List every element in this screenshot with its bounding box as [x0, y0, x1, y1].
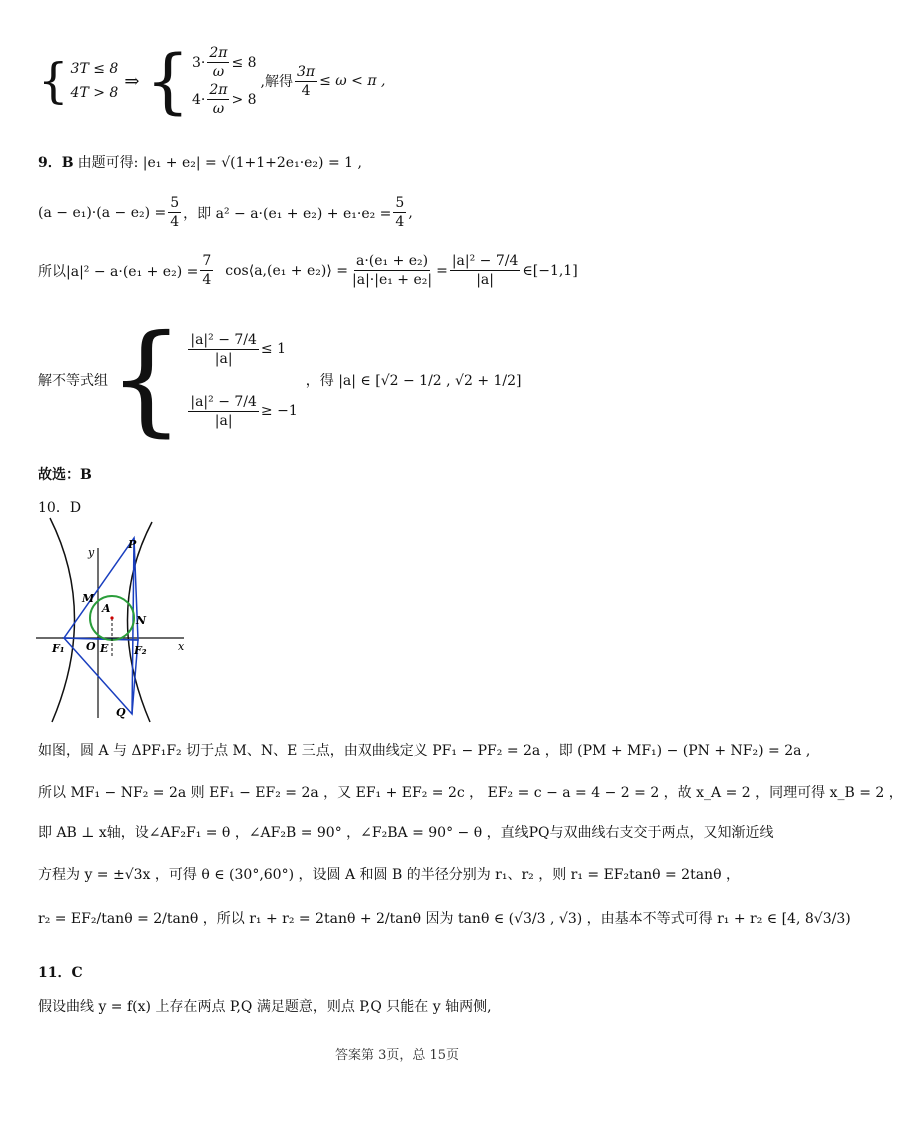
- q11-label: 11．C: [38, 965, 83, 981]
- q10-para2: 所以 MF₁ − NF₂ = 2a 则 EF₁ − EF₂ = 2a ，又 EF₁ + EF₂ = 2c ， EF₂ = c − a = 4 − 2 = 2 ，故 x_A = 2 ，同理可得 x_B = 2 ，: [38, 785, 903, 801]
- fraction-5-4: [168, 194, 181, 231]
- frac-num: |a|² − 7/4: [190, 331, 257, 348]
- frac-den: |a|: [214, 412, 233, 429]
- q9-cos: cos⟨a,(e₁ + e₂)⟩ =: [225, 262, 348, 279]
- coef-4: 4·: [191, 91, 206, 108]
- frac-num: 5: [170, 195, 180, 211]
- q9-solve-label: 解不等式组: [38, 373, 108, 389]
- q11-para1: 假设曲线 y = f(x) 上存在两点 P,Q 满足题意，则点 P,Q 只能在 y 轴两侧,: [38, 999, 492, 1015]
- left-brace: {: [38, 53, 69, 109]
- q9-line1: [38, 152, 362, 172]
- system-block: [38, 40, 386, 122]
- fraction-2pi-omega-2: [207, 81, 229, 118]
- frac-den: |a|: [476, 272, 494, 288]
- frac-num: 2π: [209, 82, 228, 98]
- frac-den: 4: [170, 214, 180, 230]
- label-n: N: [136, 614, 147, 627]
- q9-dot-product: (a − e₁)·(a − e₂) =: [38, 204, 167, 221]
- label-o: O: [86, 640, 96, 653]
- hyperbola-figure: [36, 518, 196, 724]
- q9-line3: 所以|a|² − a·(e₁ + e₂) = $\frac{7}{4}$ cos⟨a,(e₁ + e₂)⟩ = $\frac{\text{a·(e₁ + e₂)}}{\text{|a|·|e₁ + e₂|}}$ = $\frac{\text{|a|² − 7/4}}{|a|}$ ∈[−1,1]: [38, 253, 578, 288]
- frac-num: |a|² − 7/4: [190, 393, 257, 410]
- ineq-stack: [186, 318, 297, 442]
- fraction-5-4-b: [393, 194, 406, 231]
- coef-3: 3·: [191, 54, 206, 71]
- solve-text: ,解得: [260, 74, 293, 90]
- omega-range: ≤ ω < π ,: [319, 73, 386, 89]
- q9-norm-eq: 由题可得: |e₁ + e₂| = √(1+1+2e₁·e₂) = 1 ,: [77, 155, 362, 171]
- q10-para4: 方程为 y = ±√3x ，可得 θ ∈ (30°,60°) ，设圆 A 和圆 B 的半径分别为 r₁、r₂ ，则 r₁ = EF₂tanθ = 2tanθ ，: [38, 867, 740, 883]
- frac-den: ω: [212, 64, 225, 80]
- q10-para5: r₂ = EF₂/tanθ = 2/tanθ ，所以 r₁ + r₂ = 2tanθ + 2/tanθ 因为 tanθ ∈ (√3/3 , √3) ，由基本不等式可得 r₁ + r₂ ∈ [4, 8√3/3): [38, 911, 851, 927]
- q9-therefore: 所以|a|² − a·(e₁ + e₂) =: [38, 263, 199, 280]
- ineq-le-8: ≤ 8: [231, 54, 257, 71]
- frac-den: |a|·|e₁ + e₂|: [352, 272, 433, 288]
- q9-expanded: ，即 a² − a·(e₁ + e₂) + e₁·e₂ =: [183, 205, 392, 222]
- label-x: x: [178, 640, 185, 653]
- label-e: E: [100, 642, 109, 655]
- left-brace-3: {: [108, 310, 185, 449]
- q9-ineq-system: [38, 310, 522, 449]
- page-footer: 答案第 3页，总 15页: [334, 1048, 460, 1063]
- frac-num: 2π: [209, 45, 228, 61]
- label-f2: F₂: [134, 644, 147, 657]
- system-row-2: 4T > 8: [70, 85, 119, 101]
- fraction-ineq-2: [188, 393, 259, 430]
- frac-num: 3π: [297, 63, 316, 80]
- frac-num: 5: [395, 195, 405, 211]
- fraction-7-4: [200, 252, 213, 289]
- point-a: [110, 616, 113, 619]
- frac-num: |a|² − 7/4: [451, 253, 519, 269]
- label-m: M: [82, 592, 95, 605]
- ineq-gt-8: > 8: [231, 91, 257, 108]
- frac-den: 4: [301, 82, 311, 99]
- left-brace-2: {: [145, 40, 190, 122]
- frac-den: |a|: [214, 350, 233, 367]
- q9-answer: 故选：B: [38, 467, 92, 483]
- frac-den: 4: [202, 272, 212, 288]
- q10-para3: 即 AB ⊥ x轴，设∠AF₂F₁ = θ ，∠AF₂B = 90° ，∠F₂BA = 90° − θ ，直线PQ与双曲线右支交于两点，又知渐近线: [38, 825, 774, 841]
- fraction-cos: [350, 252, 434, 289]
- label-p: P: [128, 538, 137, 551]
- frac-den: 4: [395, 214, 405, 230]
- q9-label: 9．B: [38, 155, 74, 171]
- q10-para1: 如图，圆 A 与 ΔPF₁F₂ 切于点 M、N、E 三点，由双曲线定义 PF₁ − PF₂ = 2a ，即 (PM + MF₁) − (PN + NF₂) = 2a ,: [38, 743, 811, 759]
- label-f1: F₁: [52, 642, 65, 655]
- left-branch: [50, 518, 75, 722]
- frac-den: ω: [212, 101, 225, 117]
- frac-num: a·(e₁ + e₂): [355, 253, 429, 269]
- q9-result: ，得 |a| ∈ [√2 − 1/2 , √2 + 1/2]: [305, 373, 522, 389]
- system-row-1: 3T ≤ 8: [70, 61, 119, 77]
- system-left: [71, 57, 119, 105]
- fraction-ineq-1: [188, 331, 259, 368]
- q9-line2: (a − e₁)·(a − e₂) = $\frac{5}{4}$ ，即 a² − a·(e₁ + e₂) + e₁·e₂ = $\frac{5}{4}$ ,: [38, 195, 413, 230]
- label-y: y: [88, 546, 95, 559]
- frac-num: 7: [202, 253, 212, 269]
- fraction-2pi-omega: [207, 44, 229, 81]
- ineq-le-1: ≤ 1: [260, 341, 287, 357]
- q10-label: 10．D: [38, 500, 82, 516]
- label-a: A: [102, 602, 111, 615]
- q9-range: ∈[−1,1]: [522, 262, 578, 279]
- ineq-ge-neg1: ≥ −1: [260, 403, 298, 419]
- fraction-3pi-4: [295, 63, 317, 100]
- label-q: Q: [116, 706, 126, 719]
- implies-arrow: ⇒: [124, 70, 140, 92]
- fraction-norm: [450, 252, 521, 289]
- system-right: [192, 44, 257, 118]
